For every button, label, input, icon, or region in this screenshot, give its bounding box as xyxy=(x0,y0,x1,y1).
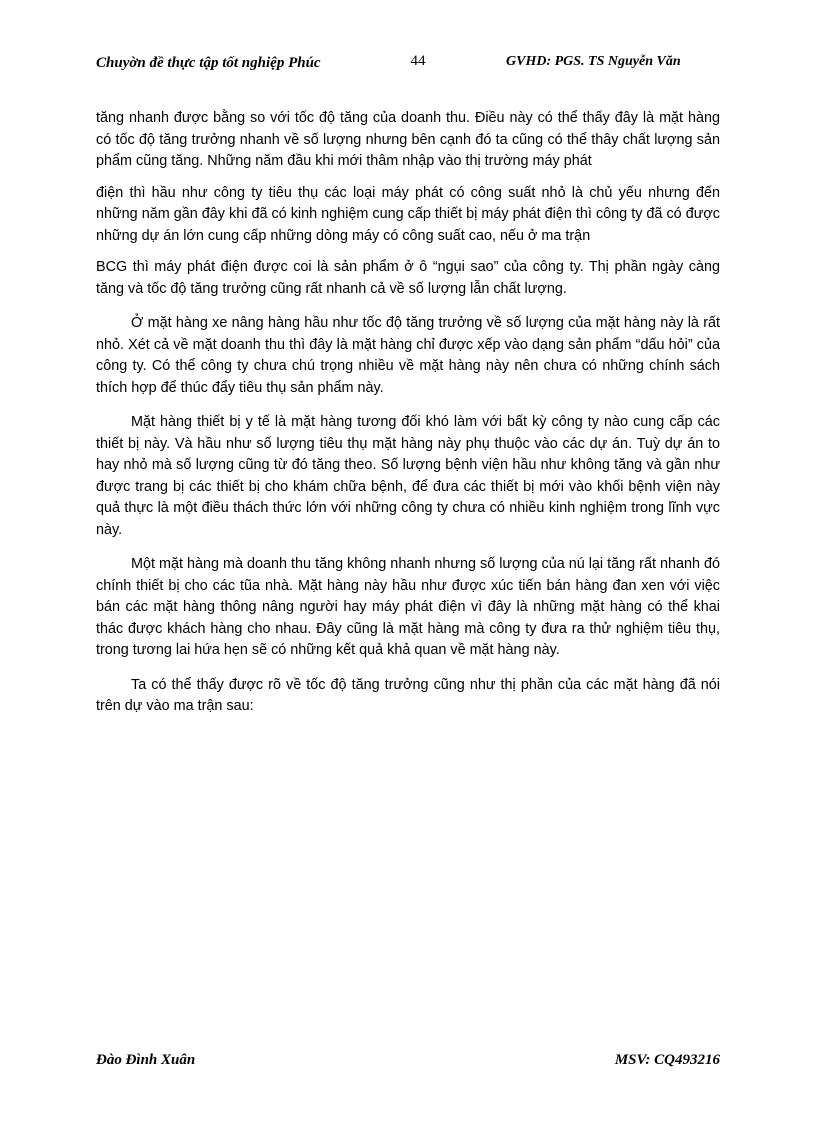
paragraph: BCG thì máy phát điện được coi là sản phẩm ở ô “ngụi sao” của công ty. Thị phần ngày càng tăng và tốc độ tăng trưởng cũng rất nhanh cả về số lượng lẫn chất lượng. xyxy=(96,259,720,297)
paragraph: Mặt hàng thiết bị y tế là mặt hàng tương đối khó làm với bất kỳ công ty nào cung cấp các thiết bị này. Và hầu như số lượng tiêu thụ mặt hàng này phụ thuộc vào các dự án. Tuỳ dự án to hay nhỏ mà số lượng cũng từ đó tăng theo. Số lượng bệnh viện hầu như không tăng và gần như được trang bị các thiết bị cho khám chữa bệnh, để đưa các thiết bị mới vào khối bệnh viện này quả thực là một điều thách thức lớn với những công ty chưa có nhiều kinh nghiệm trong lĩnh vực này. xyxy=(96,414,720,538)
footer-student-id: MSV: CQ493216 xyxy=(614,1052,720,1068)
footer-author: Đào Đình Xuân xyxy=(96,1052,196,1068)
document-body xyxy=(96,108,720,718)
paragraph: Ta có thể thấy được rõ về tốc độ tăng trưởng cũng như thị phần của các mặt hàng đã nói trên dự vào ma trận sau: xyxy=(96,676,720,714)
paragraph: Ở mặt hàng xe nâng hàng hầu như tốc độ tăng trưởng về số lượng của mặt hàng này là rất nhỏ. Xét cả về mặt doanh thu thì đây là mặt hàng chỉ được xếp vào dạng sản phẩm “dấu hỏi” của công ty. Có thể công ty chưa chú trọng nhiều về mặt hàng này nên chưa có những chính sách thích hợp để thúc đẩy tiêu thụ sản phẩm này. xyxy=(96,315,720,396)
page-number: 44 xyxy=(410,53,426,69)
paragraph: điện thì hầu như công ty tiêu thụ các loại máy phát có công suất nhỏ là chủ yếu nhưng đến những năm gần đây khi đã có kinh nghiệm cung cấp thiết bị máy phát điện thì công ty đã có được những dự án lớn cung cấp những dòng máy có công suất cao, nếu ở ma trận xyxy=(96,184,720,244)
paragraph: tăng nhanh được bằng so với tốc độ tăng của doanh thu. Điều này có thể thấy đây là mặt hàng có tốc độ tăng trưởng nhanh về số lượng nhưng bên cạnh đó ta cũng có thể thây chất lượng sản phẩm cũng tăng. Những năm đầu khi mới thâm nhập vào thị trường máy phát xyxy=(96,110,720,169)
header-supervisor: GVHD: PGS. TS Nguyễn Văn xyxy=(506,54,681,69)
paragraph: Một mặt hàng mà doanh thu tăng không nhanh nhưng số lượng của nú lại tăng rất nhanh đó chính thiết bị cho các tũa nhà. Mặt hàng này hầu như được xúc tiến bán hàng đan xen với việc bán các mặt hàng thông nâng người hay máy phát điện vì đây là những mặt hàng có thể khai thác được khách hàng cho nhau. Đây cũng là mặt hàng mà công ty đưa ra thử nghiệm tiêu thụ, trong tương lai hứa hẹn sẽ có những kết quả khả quan về mặt hàng này. xyxy=(96,556,720,658)
header-title: Chuyờn đề thực tập tốt nghiệp Phúc xyxy=(96,55,321,71)
